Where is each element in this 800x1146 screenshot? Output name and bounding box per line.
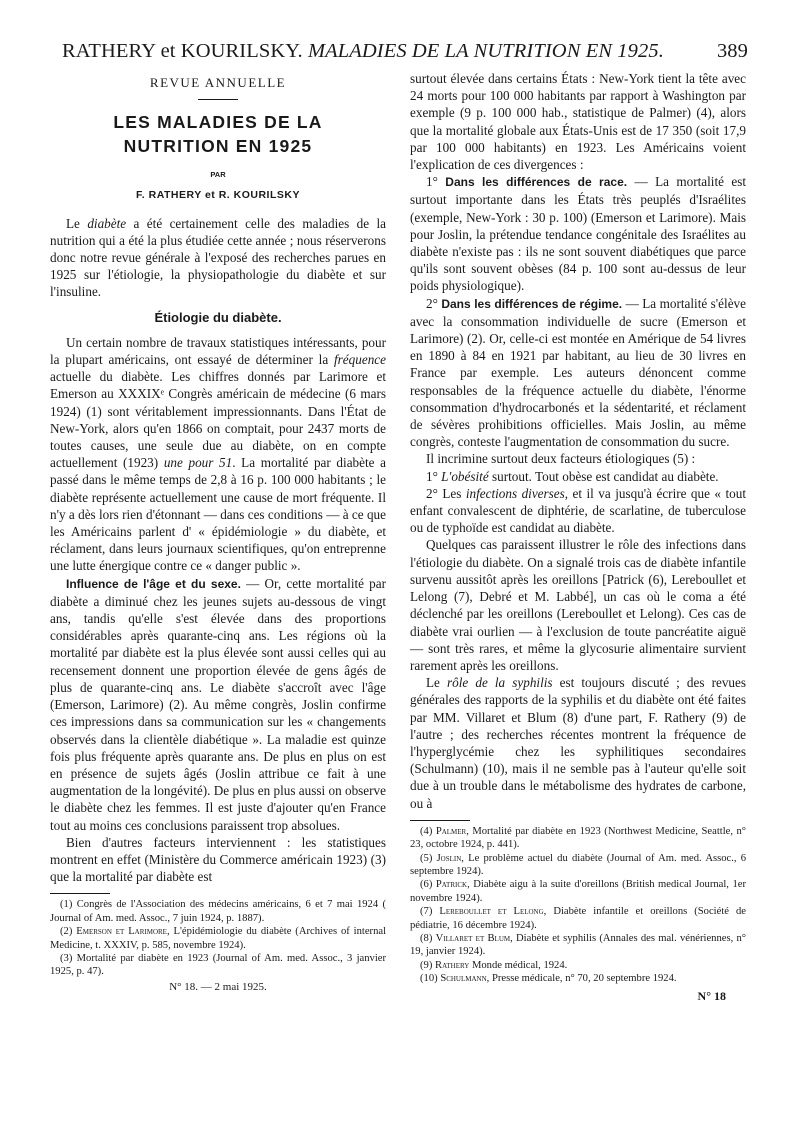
- p1-end: . La mortalité par diabète a passé dans le même temps de 2,8 à 16 p. 100 000 habitants ; le diabète représente actuellement une cause de mort fréquente. Il n'y a dès lors rien d'étonnant — dans ces conditions — à ce que les Américains parlent d' « épidémiologie » du diabète, et réclament, dans leurs journaux scientifiques, qu'on entreprenne une lutte énergique contre ce « danger public ».: [50, 455, 386, 574]
- paragraph-continuation: surtout élevée dans certains États : New-York tient la tête avec 24 morts pour 100 000 habitants par rapport à Washington par exemple (9 p. 100 000 hab., statistique de Palmer) (4), alors que la mortalité globale aux États-Unis est de 17 350 (soit 17,9 par 100 000 habitants) en 1923. Les Américains voient l'explication de ces divergences :: [410, 71, 746, 173]
- footnote: (5) Joslin, Le problème actuel du diabète (Journal of Am. med. Assoc., 6 septembre 1924).: [410, 852, 746, 877]
- intro-rest: a été certainement celle des maladies de la nutrition qui a été la plus étudiée cette année ; nous réserverons donc notre revue générale à l'exposé des recherches parues en 1925 sur l'étiologie, la physiopathologie du diabète et sur l'insuline.: [50, 215, 386, 300]
- p-diet-head: Dans les différences de régime.: [441, 296, 623, 311]
- p2-head: Influence de l'âge et du sexe.: [66, 576, 241, 591]
- footnote: (9) Rathery Monde médical, 1924.: [420, 959, 568, 971]
- intro-italic: diabète: [87, 215, 127, 231]
- paragraph-age-sex: [50, 575, 386, 834]
- footnote-rule: [410, 820, 470, 821]
- p2-text: — Or, cette mortalité par diabète a diminué chez les jeunes sujets au-dessous de vingt ans, tandis qu'elle s'est élevée dans des proportions considérables après quarante-cinq ans. Les régions où la mortalité par diabète est la plus élevée sont aussi celles qui au recensement donnent une proportion élevée de gens âgés de plus de quarante-cinq ans. Le diabète s'accroît avec l'âge (Emerson, Larimore) (2). Au même congrès, Joslin confirme ces impressions dans sa communication sur les « changements observés dans la clientèle diabétique ». La maladie est quinze fois plus fréquente après quarante ans. De plus en plus on est en présence de sujets âgés (Joslin attribue ce fait à une augmentation de la longévité). De plus en plus aussi on observe le diabète chez les femmes. Il est juste d'ajouter qu'en France tout au moins ces conclusions paraissent trop absolues.: [50, 575, 387, 833]
- paragraph-obesity: 1° L'obésité surtout. Tout obèse est candidat au diabète.: [426, 468, 719, 484]
- par-label: PAR: [210, 170, 226, 180]
- paragraph-race: [410, 173, 746, 294]
- footnote: (10) Schulmann, Presse médicale, n° 70, 20 septembre 1924.: [420, 973, 677, 985]
- footnote: (6) Patrick, Diabète aigu à la suite d'oreillons (British medical Journal, 1er novembre 1924).: [410, 879, 746, 904]
- footnote: (7) Lereboullet et Lelong, Diabète infantile et oreillons (Société de pédiatrie, 16 décembre 1924).: [410, 906, 746, 931]
- page-number: 389: [716, 40, 748, 62]
- paragraph-diet: [410, 295, 746, 451]
- left-footnotes: [50, 898, 386, 994]
- issue-number-mark: N° 18: [697, 988, 726, 1003]
- footnote: (3) Mortalité par diabète en 1923 (Journal of Am. med. Assoc., 3 janvier 1925, p. 47).: [50, 952, 386, 978]
- title-rule: [198, 99, 238, 100]
- paragraph-other-factors: Bien d'autres facteurs interviennent : les statistiques montrent en effet (Ministère du Commerce américain 1923) (3) que la mortalité par diabète est: [50, 834, 386, 885]
- article-title-line1: LES MALADIES DE LA: [113, 112, 323, 133]
- p1-italic2: une pour 51: [163, 455, 233, 471]
- p1-middle: actuelle du diabète. Les chiffres donnés par Larimore et Emerson au XXXIXᵉ Congrès américain de médecine (6 mars 1924) (1) sont véritablement impressionnants. Dans l'État de New-York, alors qu'en 1866 on comptait, pour 2437 morts de toutes causes, une seule due au diabète, on en compte actuellement (1923): [50, 369, 386, 471]
- footnote-rule: [50, 893, 110, 894]
- p-race-text: — La mortalité est surtout importante dans les États très peuplés d'Israélites (exemple, New-York : 30 p. 100) (Emerson et Larimore). Mais pour Joslin, la prétendue tendance congénitale des Israélites au diabète n'existe pas : ils ne sont souvent diabétiques que parce qu'ils sont souvent obèses (84 p. 100 sont au-dessus de leur poids physiologique).: [410, 174, 747, 294]
- p-diet-num: 2°: [426, 295, 438, 311]
- article-authors: F. RATHERY et R. KOURILSKY: [136, 189, 300, 202]
- p-race-head: Dans les différences de race.: [445, 175, 628, 190]
- issue-signature: N° 18. — 2 mai 1925.: [169, 980, 267, 993]
- footnote: (1) Congrès de l'Association des médecins américains, 6 et 7 mai 1924 ( Journal of Am. med. Assoc., 7 juin 1924, p. 1887).: [50, 899, 387, 924]
- running-head: [62, 40, 748, 63]
- right-footnotes: [410, 825, 746, 986]
- footnote: (2) Emerson et Larimore, L'épidémiologie du diabète (Archives of internal Medicine, t. XXXIV, p. 585, novembre 1924).: [50, 926, 387, 951]
- paragraph-infections: 2° Les infections diverses, et il va jusqu'à écrire que « tout enfant convalescent de diphtérie, de scarlatine, de tuberculose ou de typhoïde est candidat au diabète.: [410, 485, 746, 536]
- rubric: REVUE ANNUELLE: [149, 75, 287, 90]
- paragraph-factors: Il incrimine surtout deux facteurs étiologiques (5) :: [426, 451, 696, 467]
- footnote: (8) Villaret et Blum, Diabète et syphilis (Annales des mal. vénériennes, n° 19, janvier 1924).: [410, 932, 747, 958]
- running-head-title: MALADIES DE LA NUTRITION EN 1925.: [307, 40, 664, 62]
- right-column: [410, 70, 746, 1005]
- p1-italic1: fréquence: [334, 352, 386, 368]
- intro-paragraph: [50, 215, 386, 301]
- running-head-authors: RATHERY et KOURILSKY.: [62, 40, 303, 62]
- footnote: (4) Palmer, Mortalité par diabète en 1923 (Northwest Medicine, Seattle, n° 23, octobre 1924, p. 441).: [410, 825, 746, 851]
- p-diet-text: — La mortalité s'élève avec la consommation individuelle de sucre (Emerson et Larimore) (2). Or, celle-ci est montée en Amérique de 54 livres en 1890 à 84 en 1921 par habitant, au lieu de 30 livres en France par exemple. Les auteurs dénoncent comme responsables de la fréquence actuelle du diabète, l'énorme consommation d'hydrocarbonés et la sédentarité, et réclament de sévères prohibitions officielles. Mais Joslin, au même congrès, conteste l'augmentation de consommation du sucre.: [410, 295, 747, 450]
- intro-start: Le: [66, 215, 88, 231]
- p1-start: Un certain nombre de travaux statistiques intéressants, pour la plupart américains, ont essayé de déterminer la: [50, 334, 386, 368]
- p-race-num: 1°: [426, 174, 438, 190]
- section-heading: Étiologie du diabète.: [154, 309, 282, 325]
- article-title: [50, 110, 386, 158]
- article-title-line2: NUTRITION EN 1925: [123, 136, 313, 157]
- paragraph-mumps: Quelques cas paraissent illustrer le rôle des infections dans l'étiologie du diabète. On a signalé trois cas de diabète infantile survenu aussitôt après les oreillons [Patrick (6), Lereboullet et Lelong (7), Debré et M. Labbé], un cas où le coma a été déclenché par les oreillons (Lereboullet et Lelong). Ces cas de diabète vrai ourlien — à l'exclusion de toute pancréatite aiguë — sont très rares, et même la glycosurie alimentaire survient rarement après les oreillons.: [410, 537, 746, 673]
- left-column: [50, 70, 386, 994]
- paragraph-syphilis: Le rôle de la syphilis est toujours discuté ; des revues générales des rapports de la syphilis et du diabète ont été faites par MM. Villaret et Blum (8) d'une part, F. Rathery (9) de l'autre ; des recherches récentes montrent la fréquence de l'hyperglycémie chez les syphilitiques secondaires (Schulmann) (10), mais il ne semble pas à l'auteur qu'elle soit due à un trouble dans le métabolisme des hydrates de carbone, ou à: [410, 675, 746, 811]
- paragraph-frequency: [50, 334, 386, 575]
